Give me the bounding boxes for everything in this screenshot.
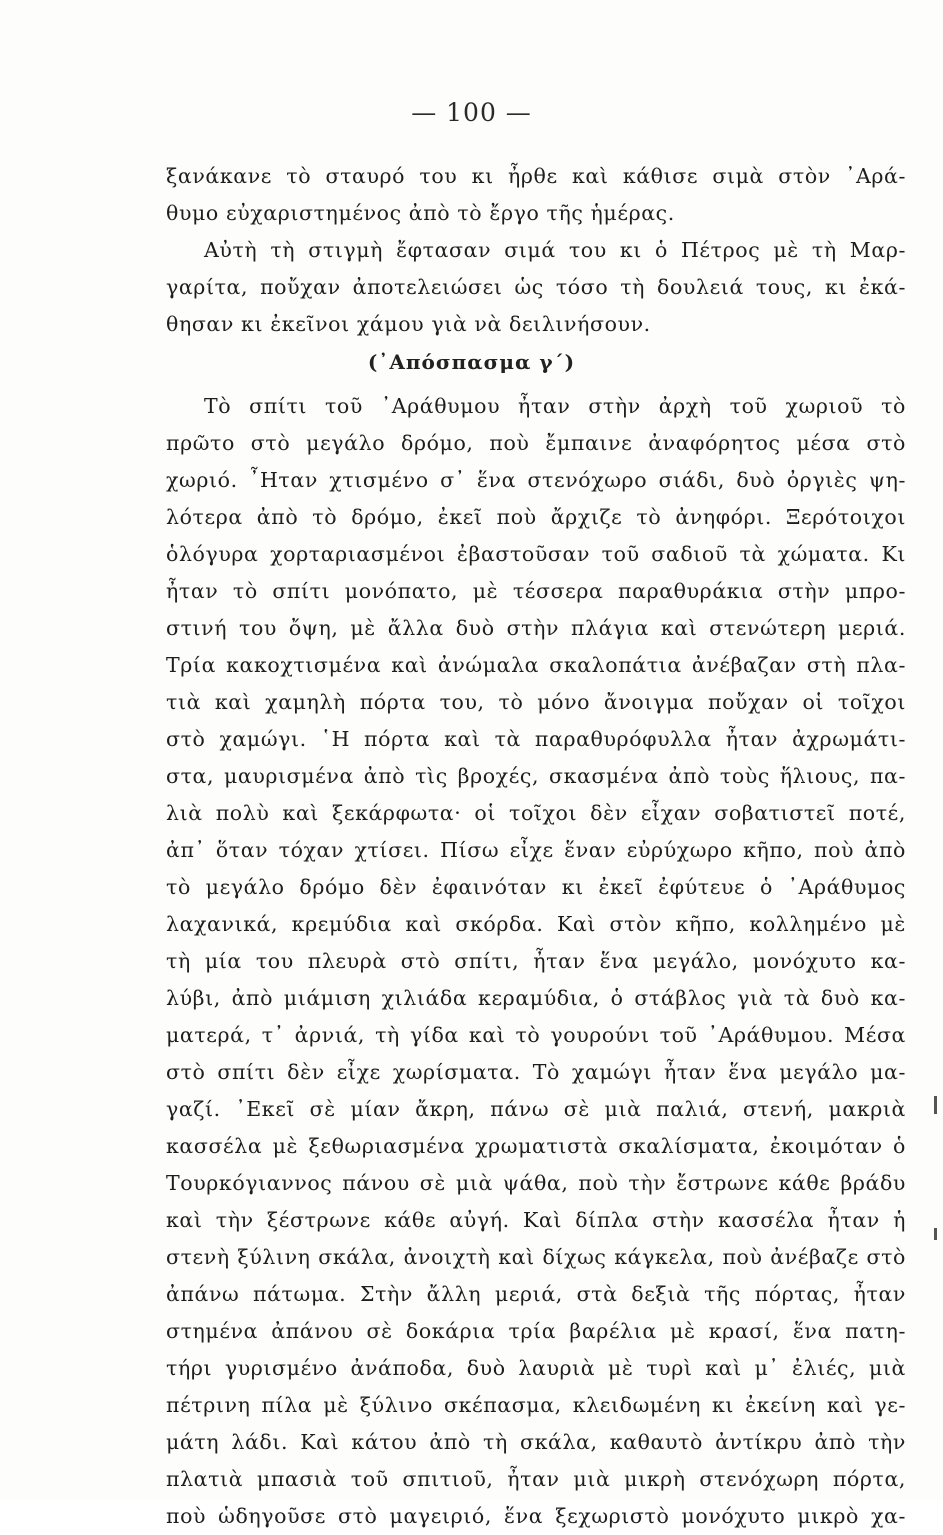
text-line: χωριό. ῏Ηταν χτισμένο σ᾿ ἕνα στενόχωρο σιάδι, δυὸ ὀργιὲς ψη- <box>166 468 906 492</box>
text-line: λύβι, ἀπὸ μιάμιση χιλιάδα κεραμύδια, ὁ στάβλος γιὰ τὰ δυὸ κα- <box>166 986 906 1010</box>
text-line: ματερά, τ᾿ ἀρνιά, τὴ γίδα καὶ τὸ γουρούνι τοῦ ᾿Αράθυμου. Μέσα <box>166 1023 906 1047</box>
text-line: πλατιὰ μπασιὰ τοῦ σπιτιοῦ, ἦταν μιὰ μικρὴ στενόχωρη πόρτα, <box>166 1467 906 1491</box>
page-number: — 100 — <box>411 98 532 127</box>
text-line: θυμο εὐχαριστημένος ἀπὸ τὸ ἔργο τῆς ἡμέρας. <box>166 201 675 225</box>
scan-edge-mark <box>934 1096 937 1114</box>
text-line: Τουρκόγιαννος πάνου σὲ μιὰ ψάθα, ποὺ τὴν ἔστρωνε κάθε βράδυ <box>166 1171 906 1195</box>
text-line: ποὺ ὡδηγοῦσε στὸ μαγειριό, ἕνα ξεχωριστὸ μονόχυτο μικρὸ χα- <box>166 1504 906 1528</box>
text-line: λιὰ πολὺ καὶ ξεκάρφωτα· οἱ τοῖχοι δὲν εἶχαν σοβατιστεῖ ποτέ, <box>166 801 906 825</box>
text-line: τὴ μία του πλευρὰ στὸ σπίτι, ἦταν ἕνα μεγάλο, μονόχυτο κα- <box>166 949 906 973</box>
text-line: καὶ τὴν ξέστρωνε κάθε αὐγή. Καὶ δίπλα στὴν κασσέλα ἦταν ἡ <box>166 1208 906 1232</box>
text-line: ἀπ᾿ ὅταν τόχαν χτίσει. Πίσω εἶχε ἕναν εὐρύχωρο κῆπο, ποὺ ἀπὸ <box>166 838 906 862</box>
text-line: στημένα ἀπάνου σὲ δοκάρια τρία βαρέλια μὲ κρασί, ἕνα πατη- <box>166 1319 906 1343</box>
text-line: στὸ χαμώγι. ῾Η πόρτα καὶ τὰ παραθυρόφυλλα ἦταν ἀχρωμάτι- <box>166 727 906 751</box>
text-line: λαχανικά, κρεμύδια καὶ σκόρδα. Καὶ στὸν κῆπο, κολλημένο μὲ <box>166 912 906 936</box>
text-line: στα, μαυρισμένα ἀπὸ τὶς βροχές, σκασμένα ἀπὸ τοὺς ἥλιους, πα- <box>166 764 906 788</box>
scan-edge-mark <box>934 1228 937 1240</box>
text-line: τήρι γυρισμένο ἀνάποδα, δυὸ λαυριὰ μὲ τυρὶ καὶ μ᾿ ἐλιές, μιὰ <box>166 1356 906 1380</box>
text-line: κασσέλα μὲ ξεθωριασμένα χρωματιστὰ σκαλίσματα, ἐκοιμόταν ὁ <box>166 1134 906 1158</box>
text-line: θησαν κι ἐκεῖνοι χάμου γιὰ νὰ δειλινήσουν. <box>166 312 651 336</box>
text-line: ἀπάνω πάτωμα. Στὴν ἄλλη μεριά, στὰ δεξιὰ τῆς πόρτας, ἦταν <box>166 1282 906 1306</box>
text-line: στενὴ ξύλινη σκάλα, ἀνοιχτὴ καὶ δίχως κάγκελα, ποὺ ἀνέβαζε στὸ <box>166 1245 906 1269</box>
text-line: Τρία κακοχτισμένα καὶ ἀνώμαλα σκαλοπάτια ἀνέβαζαν στὴ πλα- <box>166 653 906 677</box>
paragraph-main <box>166 388 906 1535</box>
text-line: πέτρινη πίλα μὲ ξύλινο σκέπασμα, κλειδωμένη κι ἐκείνη καὶ γε- <box>166 1393 906 1417</box>
text-line: τὸ μεγάλο δρόμο δὲν ἐφαινόταν κι ἐκεῖ ἐφύτευε ὁ ᾿Αράθυμος <box>166 875 906 899</box>
paragraphs-intro <box>166 158 906 343</box>
text-line: τιὰ καὶ χαμηλὴ πόρτα του, τὸ μόνο ἄνοιγμα ποὔχαν οἱ τοῖχοι <box>166 690 906 714</box>
text-line: λότερα ἀπὸ τὸ δρόμο, ἐκεῖ ποὺ ἄρχιζε τὸ ἀνηφόρι. Ξερότοιχοι <box>166 505 906 529</box>
text-line: ὁλόγυρα χορταριασμένοι ἐβαστοῦσαν τοῦ σαδιοῦ τὰ χώματα. Κι <box>166 542 906 566</box>
text-line: στινή του ὄψη, μὲ ἄλλα δυὸ στὴν πλάγια καὶ στενώτερη μεριά. <box>166 616 906 640</box>
text-line: στὸ σπίτι δὲν εἶχε χωρίσματα. Τὸ χαμώγι ἦταν ἕνα μεγάλο μα- <box>166 1060 906 1084</box>
section-heading: (᾿Απόσπασμα γ΄) <box>367 350 576 374</box>
text-line: Τὸ σπίτι τοῦ ᾿Αράθυμου ἦταν στὴν ἀρχὴ τοῦ χωριοῦ τὸ <box>204 394 906 418</box>
text-line: Αὐτὴ τὴ στιγμὴ ἔφτασαν σιμά του κι ὁ Πέτρος μὲ τὴ Μαρ- <box>204 238 906 262</box>
text-line: ἦταν τὸ σπίτι μονόπατο, μὲ τέσσερα παραθυράκια στὴν μπρο- <box>166 579 906 603</box>
text-line: πρῶτο στὸ μεγάλο δρόμο, ποὺ ἔμπαινε ἀναφόρητος μέσα στὸ <box>166 431 906 455</box>
text-line: γαζί. ᾿Εκεῖ σὲ μίαν ἄκρη, πάνω σὲ μιὰ παλιά, στενή, μακριὰ <box>166 1097 906 1121</box>
text-line: ξανάκανε τὸ σταυρό του κι ἦρθε καὶ κάθισε σιμὰ στὸν ᾿Αρά- <box>166 164 906 188</box>
text-line: γαρίτα, ποὔχαν ἀποτελειώσει ὡς τόσο τὴ δουλειά τους, κι ἐκά- <box>166 275 906 299</box>
text-line: μάτη λάδι. Καὶ κάτου ἀπὸ τὴ σκάλα, καθαυτὸ ἀντίκρυ ἀπὸ τὴν <box>166 1430 906 1454</box>
